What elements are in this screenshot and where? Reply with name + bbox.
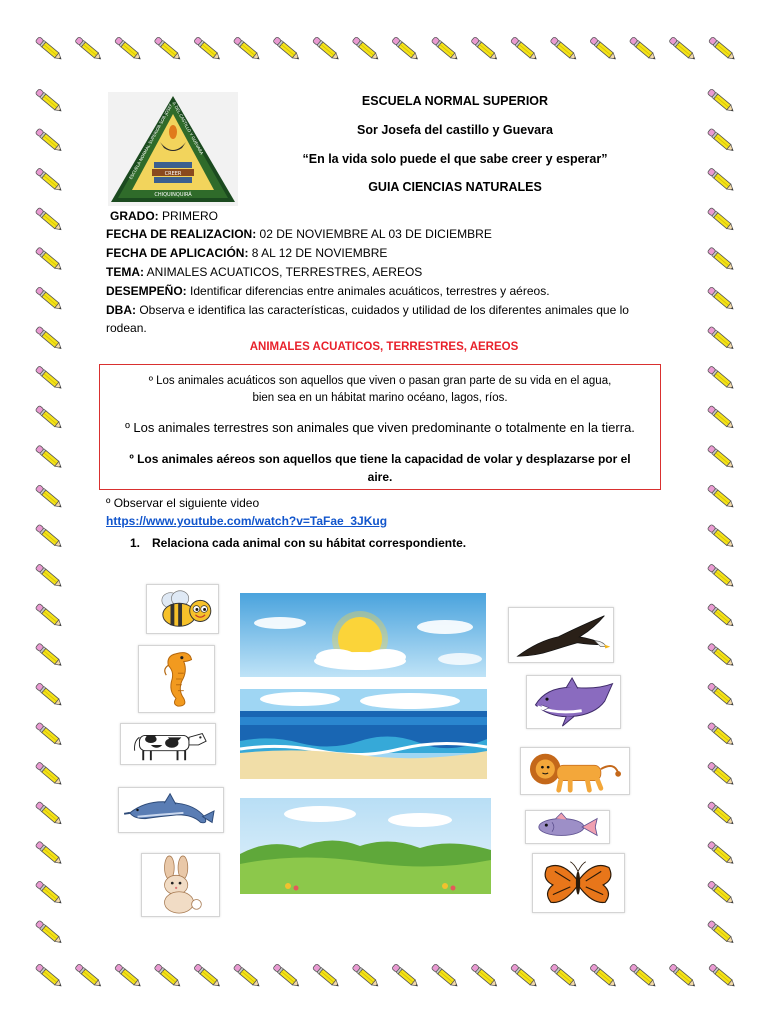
pencil-icon [273,37,301,62]
pencil-icon [35,247,63,272]
definitions-box [99,364,661,490]
pencil-icon [233,964,261,989]
pencil-icon [35,168,63,193]
pencil-icon [707,485,735,510]
pencil-icon [35,564,63,589]
sea-habitat[interactable] [240,689,487,779]
topic-line: TEMA: ANIMALES ACUATICOS, TERRESTRES, AEREOS [106,265,423,279]
pencil-icon [35,920,63,945]
sky-icon [240,593,486,677]
pencil-icon [590,37,618,62]
rabbit-icon [142,854,219,916]
pencil-icon [35,683,63,708]
pencil-icon [233,37,261,62]
cow-card[interactable] [120,723,216,765]
cow-icon [121,724,215,764]
dba-line-2: rodean. [106,321,147,335]
pencil-icon [35,603,63,628]
grade-line: GRADO: PRIMERO [110,209,219,223]
pencil-icon [707,683,735,708]
pencil-icon [707,524,735,549]
pencil-icon [590,964,618,989]
shark-icon [527,676,620,728]
pencil-icon [707,247,735,272]
butterfly-card[interactable] [532,853,625,913]
pencil-icon [35,841,63,866]
aquatic-definition-2: bien sea en un hábitat marino océano, lagos, ríos. [252,392,508,404]
pencil-icon [75,964,103,989]
pencil-icon [707,801,735,826]
pencil-icon [312,964,340,989]
pencil-icon [707,287,735,312]
pencil-icon [707,207,735,232]
pencil-icon [707,881,735,906]
pencil-icon [35,128,63,153]
pencil-icon [707,762,735,787]
fish-card[interactable] [525,810,610,844]
pencil-icon [273,964,301,989]
lion-icon [521,748,629,794]
pencil-icon [707,366,735,391]
lion-card[interactable] [520,747,630,795]
pencil-icon [431,37,459,62]
pencil-icon [707,841,735,866]
seahorse-icon [139,646,214,712]
pencil-icon [707,643,735,668]
aquatic-definition-1: º Los animales acuáticos son aquellos que viven o pasan gran parte de su vida en el agua, [148,375,612,387]
dolphin-card[interactable] [118,787,224,833]
pencil-icon [708,964,736,989]
pencil-icon [669,964,697,989]
pencil-icon [35,643,63,668]
section-title: ANIMALES ACUATICOS, TERRESTRES, AEREOS [249,341,519,353]
pencil-icon [707,603,735,628]
bee-icon [147,585,218,633]
fish-icon [526,811,609,843]
pencil-icon [707,89,735,114]
pencil-icon [154,37,182,62]
pencil-icon [510,964,538,989]
rabbit-card[interactable] [141,853,220,917]
pencil-icon [707,128,735,153]
pencil-icon [35,37,63,62]
seahorse-card[interactable] [138,645,215,713]
eagle-icon [509,608,613,662]
pencil-icon [35,89,63,114]
svg-text:CHIQUINQUIRÁ: CHIQUINQUIRÁ [154,192,192,198]
guide-title: GUIA CIENCIAS NATURALES [368,180,542,194]
pencil-icon [707,326,735,351]
dba-line: DBA: Observa e identifica las características, cuidados y utilidad de los diferentes animales que lo [106,303,629,317]
bee-card[interactable] [146,584,219,634]
aerial-definition-2: aire. [367,470,393,484]
pencil-icon [35,524,63,549]
pencil-icon [510,37,538,62]
task-instruction: 1. Relaciona cada animal con su hábitat correspondiente. [130,536,467,550]
pencil-icon [35,762,63,787]
school-name: ESCUELA NORMAL SUPERIOR [361,94,549,108]
observe-instruction: º Observar el siguiente video [106,496,260,510]
pencil-icon [35,445,63,470]
pencil-icon [392,964,420,989]
school-logo [108,92,238,206]
eagle-card[interactable] [508,607,614,663]
pencil-icon [154,964,182,989]
pencil-icon [35,485,63,510]
pencil-icon [194,964,222,989]
pencil-icon [471,37,499,62]
pencil-icon [75,37,103,62]
school-motto: “En la vida solo puede el que sabe creer y esperar” [302,152,608,166]
terrestrial-definition: º Los animales terrestres son animales que viven predominante o totalmente en la tierra. [125,420,635,435]
pencil-icon [352,37,380,62]
pencil-icon [550,964,578,989]
pencil-icon [35,326,63,351]
video-link[interactable]: https://www.youtube.com/watch?v=TaFae_3JKug [106,514,388,528]
sea-icon [240,689,487,779]
pencil-icon [194,37,222,62]
butterfly-icon [533,854,624,912]
application-date-line: FECHA DE APLICACIÓN: 8 AL 12 DE NOVIEMBRE [106,246,388,260]
pencil-icon [707,564,735,589]
pencil-icon [35,207,63,232]
pencil-icon [392,37,420,62]
pencil-icon [352,964,380,989]
pencil-icon [707,920,735,945]
pencil-icon [35,405,63,430]
aerial-definition-1: º Los animales aéreos son aquellos que tiene la capacidad de volar y desplazarse por el [129,452,631,466]
pencil-icon [669,37,697,62]
pencil-icon [708,37,736,62]
pencil-icon [35,722,63,747]
dolphin-icon [119,788,223,832]
pencil-icon [629,964,657,989]
pencil-icon [35,366,63,391]
land-habitat[interactable] [240,798,491,894]
sky-habitat[interactable] [240,593,486,677]
pencil-icon [35,801,63,826]
pencil-icon [431,964,459,989]
realization-date-line: FECHA DE REALIZACION: 02 DE NOVIEMBRE AL 03 DE DICIEMBRE [106,227,492,241]
pencil-icon [629,37,657,62]
pencil-icon [35,964,63,989]
pencil-icon [707,445,735,470]
school-subtitle: Sor Josefa del castillo y Guevara [357,123,553,137]
pencil-icon [312,37,340,62]
svg-text:CREER: CREER [164,171,182,177]
svg-text:ESCUELA NORMAL SUPERIOR SOR JO: ESCUELA NORMAL SUPERIOR SOR JOSEFA DEL CASTILLO Y GUEVARA [128,101,205,181]
pencil-icon [35,287,63,312]
performance-line: DESEMPEÑO: Identificar diferencias entre animales acuáticos, terrestres y aéreos. [106,284,550,298]
land-icon [240,798,491,894]
shark-card[interactable] [526,675,621,729]
pencil-icon [35,881,63,906]
pencil-icon [707,168,735,193]
pencil-icon [707,405,735,430]
pencil-icon [114,37,142,62]
pencil-icon [707,722,735,747]
pencil-icon [550,37,578,62]
pencil-icon [471,964,499,989]
pencil-icon [114,964,142,989]
